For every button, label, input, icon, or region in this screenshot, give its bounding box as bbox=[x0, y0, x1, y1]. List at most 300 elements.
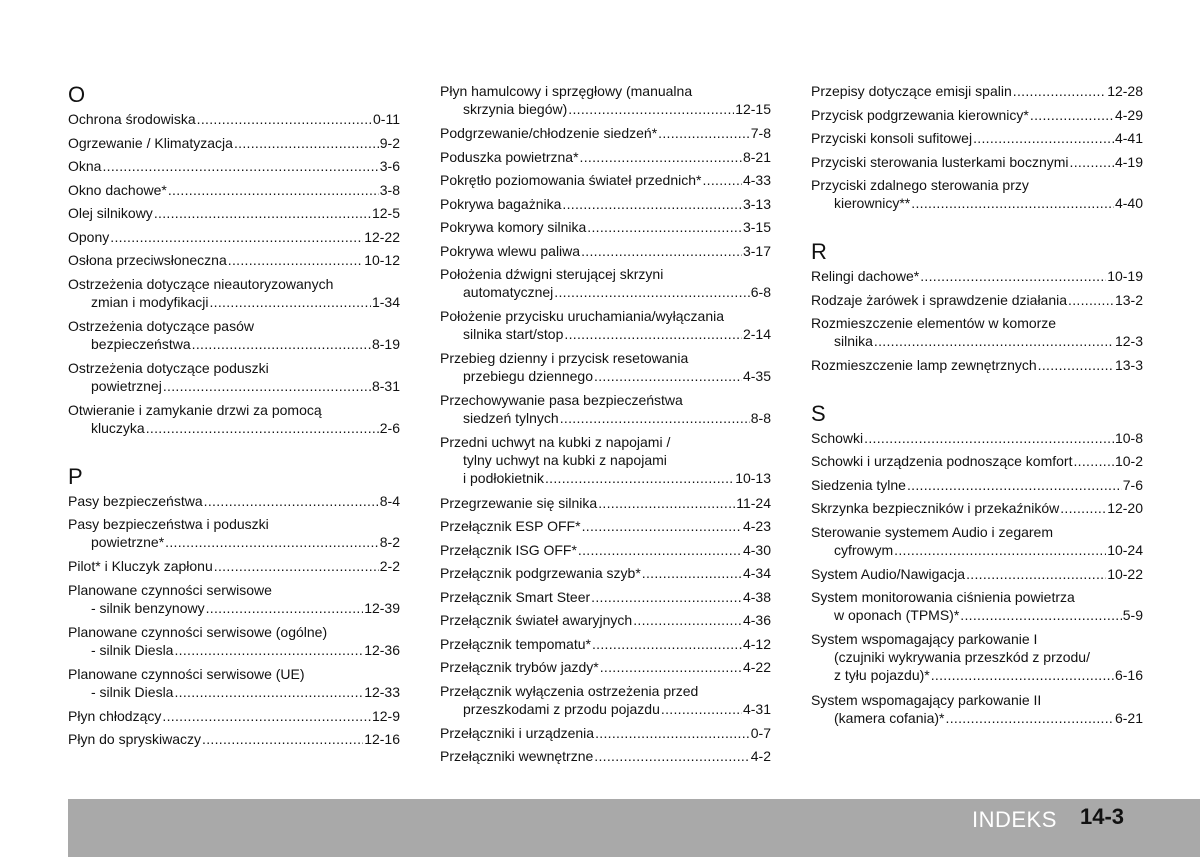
index-entry-line bbox=[68, 377, 400, 395]
index-entry-page: 8-21 bbox=[742, 148, 771, 165]
index-entry-line bbox=[68, 419, 400, 437]
leader-dots bbox=[1070, 153, 1114, 171]
index-entry-page: 7-8 bbox=[750, 125, 771, 141]
index-entry-page: 12-9 bbox=[371, 707, 400, 724]
index-entry-page: 6-8 bbox=[750, 284, 771, 300]
index-entry-text: Relingi dachowe* bbox=[811, 268, 920, 284]
index-entry-page: 2-14 bbox=[742, 326, 771, 342]
index-entry-page: 10-13 bbox=[735, 470, 771, 486]
index-entry bbox=[440, 433, 771, 487]
index-entry-text: Pokrętło poziomowania świateł przednich* bbox=[440, 172, 702, 188]
index-entry-line bbox=[440, 517, 771, 535]
index-entry-text: Położenia dźwigni sterującej skrzyni bbox=[440, 266, 664, 282]
leader-dots bbox=[174, 683, 363, 701]
index-entry-page: 4-31 bbox=[742, 700, 771, 717]
index-entry-line bbox=[811, 82, 1143, 100]
leader-dots bbox=[658, 124, 750, 142]
index-entry-page: 12-20 bbox=[1107, 500, 1143, 516]
index-entry-page: 2-2 bbox=[379, 558, 400, 574]
index-entry-text: powietrzne* bbox=[91, 534, 165, 550]
index-entry-line bbox=[68, 492, 400, 510]
index-entry-line bbox=[440, 367, 771, 385]
index-entry-line bbox=[68, 228, 400, 246]
index-entry-line bbox=[440, 635, 771, 653]
index-entry-page: 8-2 bbox=[379, 534, 400, 550]
leader-dots bbox=[562, 195, 742, 213]
index-entry-text: Planowane czynności serwisowe (ogólne) bbox=[68, 623, 328, 640]
index-entry-page: 4-40 bbox=[1114, 195, 1143, 211]
index-entry-text: Pokrywa bagażnika bbox=[440, 195, 562, 212]
index-entry-page: 4-36 bbox=[742, 612, 771, 628]
index-entry-line bbox=[440, 325, 771, 343]
index-entry bbox=[68, 707, 400, 725]
index-entry bbox=[68, 204, 400, 222]
leader-dots bbox=[587, 218, 742, 236]
index-entry-page: 2-6 bbox=[379, 419, 400, 436]
index-entry-text: Przełącznik podgrzewania szyb* bbox=[440, 565, 641, 581]
index-entry-page: 12-3 bbox=[1114, 333, 1143, 349]
index-entry-line bbox=[811, 153, 1143, 171]
index-entry bbox=[68, 359, 400, 395]
index-entry-page: 4-19 bbox=[1114, 153, 1143, 170]
index-entry bbox=[811, 82, 1143, 100]
index-entry bbox=[68, 515, 400, 551]
index-entry bbox=[440, 195, 771, 213]
leader-dots bbox=[642, 564, 742, 582]
index-entry-page: 10-2 bbox=[1114, 453, 1143, 469]
index-entry-page: 1-34 bbox=[371, 293, 400, 310]
index-entry-line bbox=[811, 176, 1143, 194]
index-entry bbox=[68, 557, 400, 575]
index-entry bbox=[440, 517, 771, 535]
section-letter: O bbox=[68, 82, 86, 107]
index-entry-line bbox=[68, 335, 400, 353]
index-entry-line bbox=[440, 409, 771, 427]
leader-dots bbox=[595, 724, 750, 742]
leader-dots bbox=[174, 641, 363, 659]
index-entry-text: System Audio/Nawigacja bbox=[811, 565, 966, 582]
index-entry bbox=[68, 181, 400, 199]
index-entry bbox=[440, 391, 771, 427]
index-entry bbox=[440, 307, 771, 343]
leader-dots bbox=[911, 194, 1114, 212]
index-entry-line bbox=[811, 523, 1143, 541]
index-entry-text: Przełączniki i urządzenia bbox=[440, 724, 595, 741]
index-entry-page: 4-38 bbox=[742, 588, 771, 605]
leader-dots bbox=[545, 469, 734, 487]
index-entry-line bbox=[440, 265, 771, 283]
leader-dots bbox=[580, 148, 742, 166]
index-entry-text: Okna bbox=[68, 158, 102, 174]
index-entry bbox=[440, 588, 771, 606]
index-entry-text: Przechowywanie pasa bezpieczeństwa bbox=[440, 392, 683, 408]
index-entry bbox=[811, 588, 1143, 624]
index-entry-text: Przedni uchwyt na kubki z napojami / bbox=[440, 434, 671, 450]
index-entry-page: 11-24 bbox=[736, 494, 771, 511]
index-entry-page: 4-23 bbox=[742, 518, 771, 534]
index-entry-page: 4-22 bbox=[742, 659, 771, 675]
leader-dots bbox=[162, 707, 371, 725]
leader-dots bbox=[202, 730, 363, 748]
index-entry-line bbox=[811, 666, 1143, 684]
leader-dots bbox=[568, 100, 734, 118]
leader-dots bbox=[594, 367, 742, 385]
index-entry-text: Osłona przeciwsłoneczna bbox=[68, 252, 227, 268]
index-entry bbox=[440, 242, 771, 260]
index-entry bbox=[68, 665, 400, 701]
section-letter: S bbox=[811, 400, 826, 426]
index-entry-line bbox=[68, 157, 400, 175]
leader-dots bbox=[564, 325, 742, 343]
index-entry-line bbox=[68, 317, 400, 335]
index-entry-line bbox=[440, 283, 771, 301]
index-entry-line bbox=[440, 349, 771, 367]
index-entry-text: Rozmieszczenie elementów w komorze bbox=[811, 315, 1057, 331]
index-entry-line bbox=[68, 599, 400, 617]
index-entry-page: 10-19 bbox=[1107, 268, 1143, 284]
index-entry-text: (kamera cofania)* bbox=[834, 709, 945, 726]
index-entry-line bbox=[440, 82, 771, 100]
index-entry bbox=[811, 429, 1143, 447]
index-entry-line bbox=[811, 267, 1143, 285]
index-entry-line bbox=[811, 691, 1143, 709]
index-entry-line bbox=[440, 682, 771, 700]
index-entry-text: Opony bbox=[68, 228, 110, 245]
index-entry-line bbox=[68, 110, 400, 128]
index-entry-line bbox=[68, 204, 400, 222]
index-entry-line bbox=[440, 433, 771, 451]
leader-dots bbox=[209, 293, 370, 311]
index-entry-text: Przycisk podgrzewania kierownicy* bbox=[811, 106, 1029, 123]
index-entry-page: 3-8 bbox=[379, 181, 400, 198]
index-entry-line bbox=[811, 709, 1143, 727]
leader-dots bbox=[920, 267, 1106, 285]
index-entry bbox=[811, 153, 1143, 171]
leader-dots bbox=[600, 658, 742, 676]
leader-dots bbox=[192, 335, 371, 353]
leader-dots bbox=[110, 228, 363, 246]
index-entry-text: System monitorowania ciśnienia powietrza bbox=[811, 589, 1075, 605]
index-entry-page: 10-8 bbox=[1114, 429, 1143, 446]
leader-dots bbox=[168, 181, 379, 199]
index-entry-text: Przełącznik Smart Steer bbox=[440, 588, 591, 605]
index-entry bbox=[811, 267, 1143, 285]
index-entry-page: 4-41 bbox=[1114, 130, 1143, 146]
index-entry bbox=[811, 106, 1143, 124]
index-entry-page: 6-16 bbox=[1114, 667, 1143, 683]
leader-dots bbox=[591, 588, 742, 606]
index-entry-page: 12-28 bbox=[1107, 83, 1143, 99]
index-entry-text: Przyciski sterowania lusterkami bocznymi bbox=[811, 153, 1069, 170]
index-entry-line bbox=[68, 533, 400, 551]
index-entry-page: 9-2 bbox=[379, 134, 400, 151]
index-entry-line bbox=[68, 181, 400, 199]
index-entry-text: - silnik Diesla bbox=[91, 683, 174, 700]
index-entry-line bbox=[440, 218, 771, 236]
index-entry-page: 3-15 bbox=[742, 219, 771, 235]
index-entry-line bbox=[811, 541, 1143, 559]
section-letter: P bbox=[68, 463, 83, 489]
leader-dots bbox=[894, 541, 1106, 559]
leader-dots bbox=[1038, 356, 1114, 374]
leader-dots bbox=[582, 517, 742, 535]
index-entry-page: 4-12 bbox=[742, 635, 771, 652]
index-entry-line bbox=[68, 401, 400, 419]
index-entry bbox=[811, 476, 1143, 494]
index-entry-text: kierownicy** bbox=[834, 195, 911, 211]
index-entry bbox=[440, 564, 771, 582]
index-entry-line bbox=[440, 195, 771, 213]
leader-dots bbox=[594, 747, 749, 765]
index-entry-page: 4-34 bbox=[742, 565, 771, 581]
index-entry-line bbox=[811, 476, 1143, 494]
index-entry-text: Ostrzeżenia dotyczące pasów bbox=[68, 317, 254, 334]
index-entry-line bbox=[68, 623, 400, 641]
index-entry-text: tylny uchwyt na kubki z napojami bbox=[463, 452, 667, 468]
index-entry bbox=[440, 494, 771, 512]
index-entry bbox=[440, 124, 771, 142]
index-entry-line bbox=[811, 194, 1143, 212]
index-entry-page: 13-2 bbox=[1114, 291, 1143, 308]
index-entry-text: zmian i modyfikacji bbox=[91, 293, 209, 310]
index-entry-text: Rodzaje żarówek i sprawdzenie działania bbox=[811, 291, 1068, 308]
index-entry bbox=[811, 452, 1143, 470]
index-entry-line bbox=[440, 658, 771, 676]
index-entry bbox=[811, 314, 1143, 350]
index-entry-text: Przełącznik trybów jazdy* bbox=[440, 659, 599, 675]
index-entry-text: (czujniki wykrywania przeszkód z przodu/ bbox=[834, 649, 1090, 665]
index-entry-page: 8-4 bbox=[379, 492, 400, 509]
index-entry-page: 4-33 bbox=[742, 172, 771, 188]
index-entry-text: Płyn chłodzący bbox=[68, 707, 162, 724]
index-entry bbox=[811, 691, 1143, 727]
leader-dots bbox=[598, 494, 735, 512]
index-entry-text: Rozmieszczenie lamp zewnętrznych bbox=[811, 357, 1037, 373]
index-entry-text: Przełączniki wewnętrzne bbox=[440, 748, 594, 764]
index-entry-line bbox=[811, 106, 1143, 124]
footer-bar bbox=[68, 799, 1200, 857]
index-entry-page: 10-12 bbox=[364, 252, 400, 268]
index-entry-page: 4-35 bbox=[742, 368, 771, 384]
index-entry bbox=[440, 724, 771, 742]
index-entry-line bbox=[68, 359, 400, 377]
index-entry-line bbox=[68, 641, 400, 659]
index-entry-line bbox=[440, 124, 771, 142]
index-entry bbox=[440, 635, 771, 653]
index-entry bbox=[68, 492, 400, 510]
leader-dots bbox=[204, 492, 379, 510]
index-entry-line bbox=[440, 391, 771, 409]
index-entry-line bbox=[440, 451, 771, 469]
index-entry-text: Przełącznik ESP OFF* bbox=[440, 518, 581, 534]
index-entry-text: System wspomagający parkowanie II bbox=[811, 691, 1042, 708]
leader-dots bbox=[1030, 106, 1114, 124]
index-entry-page: 12-36 bbox=[364, 641, 400, 658]
index-entry-text: kluczyka bbox=[91, 419, 145, 436]
index-entry-page: 8-8 bbox=[750, 410, 771, 426]
index-entry bbox=[440, 611, 771, 629]
index-entry-line bbox=[68, 134, 400, 152]
index-entry bbox=[440, 349, 771, 385]
index-entry-text: Położenie przycisku uruchamiania/wyłączania bbox=[440, 308, 725, 324]
index-entry-page: 6-21 bbox=[1114, 709, 1143, 726]
index-entry-line bbox=[811, 429, 1143, 447]
index-entry-text: Pilot* i Kluczyk zapłonu bbox=[68, 558, 213, 574]
index-entry-page: 12-5 bbox=[371, 205, 400, 221]
index-entry-text: Płyn hamulcowy i sprzęgłowy (manualna bbox=[440, 83, 693, 99]
index-entry-text: Przełącznik świateł awaryjnych bbox=[440, 612, 633, 628]
index-entry-line bbox=[811, 129, 1143, 147]
index-entry-page: 12-33 bbox=[364, 683, 400, 700]
index-entry-text: cyfrowym bbox=[834, 541, 894, 558]
index-entry bbox=[811, 176, 1143, 212]
index-entry-page: 13-3 bbox=[1114, 357, 1143, 373]
index-entry-text: Podgrzewanie/chłodzenie siedzeń* bbox=[440, 125, 658, 141]
index-entry-text: Ostrzeżenia dotyczące poduszki bbox=[68, 359, 269, 376]
section-letter: R bbox=[811, 239, 827, 264]
index-entry-page: 12-39 bbox=[364, 599, 400, 616]
leader-dots bbox=[146, 419, 379, 437]
index-entry bbox=[811, 630, 1143, 684]
index-entry-text: Przegrzewanie się silnika bbox=[440, 494, 598, 511]
index-entry-line bbox=[811, 606, 1143, 624]
index-entry-page: 5-9 bbox=[1122, 607, 1143, 623]
index-entry-text: Otwieranie i zamykanie drzwi za pomocą bbox=[68, 401, 322, 418]
index-entry-line bbox=[811, 588, 1143, 606]
index-entry-text: Olej silnikowy bbox=[68, 205, 153, 221]
index-entry-line bbox=[68, 275, 400, 293]
index-entry-text: Ochrona środowiska bbox=[68, 111, 196, 127]
index-entry-text: System wspomagający parkowanie I bbox=[811, 631, 1038, 647]
index-entry-page: 10-24 bbox=[1107, 541, 1143, 558]
leader-dots bbox=[1068, 291, 1114, 309]
index-entry-line bbox=[811, 648, 1143, 666]
index-entry-line bbox=[440, 171, 771, 189]
leader-dots bbox=[1073, 452, 1114, 470]
index-entry-page: 7-6 bbox=[1122, 476, 1143, 493]
index-entry-text: przeszkodami z przodu pojazdu bbox=[463, 700, 660, 717]
index-entry-text: Przełącznik wyłączenia ostrzeżenia przed bbox=[440, 682, 699, 699]
index-entry bbox=[440, 541, 771, 559]
index-entry bbox=[68, 730, 400, 748]
index-entry-text: bezpieczeństwa bbox=[91, 335, 191, 352]
index-entry-line bbox=[811, 565, 1143, 583]
index-entry-text: Planowane czynności serwisowe bbox=[68, 581, 272, 598]
index-entry-text: - silnik Diesla bbox=[91, 641, 174, 658]
index-entry-page: 12-22 bbox=[364, 228, 400, 245]
index-entry-line bbox=[440, 747, 771, 765]
index-entry-line bbox=[440, 242, 771, 260]
index-entry bbox=[440, 82, 771, 118]
index-entry-line bbox=[440, 307, 771, 325]
index-entry-line bbox=[68, 293, 400, 311]
leader-dots bbox=[864, 429, 1114, 447]
index-entry-text: Okno dachowe* bbox=[68, 181, 167, 198]
index-entry-text: w oponach (TPMS)* bbox=[834, 607, 960, 623]
section-title: INDEKS bbox=[972, 807, 1057, 832]
leader-dots bbox=[973, 129, 1114, 147]
index-entry bbox=[440, 171, 771, 189]
leader-dots bbox=[165, 533, 379, 551]
index-entry-line bbox=[68, 707, 400, 725]
index-entry-text: skrzynia biegów) bbox=[463, 101, 568, 117]
index-entry-line bbox=[440, 564, 771, 582]
index-entry-line bbox=[68, 515, 400, 533]
index-entry-line bbox=[811, 356, 1143, 374]
index-entry-page: 10-22 bbox=[1107, 565, 1143, 582]
index-entry bbox=[440, 747, 771, 765]
index-entry bbox=[68, 228, 400, 246]
index-entry-text: i podłokietnik bbox=[463, 470, 544, 486]
index-entry-line bbox=[68, 557, 400, 575]
index-entry bbox=[811, 291, 1143, 309]
index-entry-line bbox=[811, 499, 1143, 517]
index-entry-line bbox=[68, 581, 400, 599]
index-entry-text: Schowki bbox=[811, 429, 864, 446]
index-entry-text: Siedzenia tylne bbox=[811, 476, 906, 493]
index-entry-page: 0-11 bbox=[373, 111, 400, 127]
index-entry bbox=[440, 265, 771, 301]
index-entry bbox=[68, 251, 400, 269]
index-entry-line bbox=[440, 494, 771, 512]
index-entry-page: 4-29 bbox=[1114, 106, 1143, 123]
index-entry-text: Skrzynka bezpieczników i przekaźników bbox=[811, 500, 1060, 516]
index-entry bbox=[440, 218, 771, 236]
index-entry-line bbox=[811, 291, 1143, 309]
leader-dots bbox=[702, 171, 742, 189]
leader-dots bbox=[578, 541, 742, 559]
index-entry bbox=[68, 623, 400, 659]
index-entry-text: Pasy bezpieczeństwa bbox=[68, 492, 203, 509]
leader-dots bbox=[163, 377, 371, 395]
index-entry-line bbox=[811, 332, 1143, 350]
index-entry-line bbox=[811, 314, 1143, 332]
leader-dots bbox=[560, 409, 750, 427]
index-entry bbox=[440, 658, 771, 676]
index-entry-page: 3-13 bbox=[742, 195, 771, 212]
index-entry-page: 8-19 bbox=[371, 335, 400, 352]
index-entry-line bbox=[68, 683, 400, 701]
index-entry-text: przebiegu dziennego bbox=[463, 368, 593, 384]
index-entry-line bbox=[68, 730, 400, 748]
index-entry-line bbox=[440, 588, 771, 606]
leader-dots bbox=[228, 251, 363, 269]
index-entry-page: 0-7 bbox=[750, 724, 771, 741]
index-entry-line bbox=[68, 251, 400, 269]
index-entry-page: 4-30 bbox=[742, 541, 771, 558]
index-entry bbox=[811, 129, 1143, 147]
index-entry-line bbox=[811, 452, 1143, 470]
leader-dots bbox=[1060, 499, 1106, 517]
index-entry-text: Ostrzeżenia dotyczące nieautoryzowanych bbox=[68, 275, 334, 292]
index-entry-line bbox=[440, 541, 771, 559]
index-entry-text: siedzeń tylnych bbox=[463, 410, 559, 426]
index-entry-text: Pasy bezpieczeństwa i poduszki bbox=[68, 516, 269, 532]
index-entry-page: 12-15 bbox=[735, 101, 771, 117]
index-entry-line bbox=[440, 469, 771, 487]
index-entry-text: Przełącznik ISG OFF* bbox=[440, 541, 577, 558]
index-entry bbox=[440, 148, 771, 166]
leader-dots bbox=[234, 134, 379, 152]
index-entry-text: Przełącznik tempomatu* bbox=[440, 635, 591, 652]
page-number: 14-3 bbox=[1080, 804, 1125, 829]
index-entry-text: Pokrywa komory silnika bbox=[440, 219, 587, 235]
index-entry-text: automatycznej bbox=[463, 284, 554, 300]
index-entry-text: Przyciski zdalnego sterowania przy bbox=[811, 177, 1029, 193]
index-entry bbox=[811, 499, 1143, 517]
leader-dots bbox=[633, 611, 742, 629]
index-entry-line bbox=[440, 148, 771, 166]
